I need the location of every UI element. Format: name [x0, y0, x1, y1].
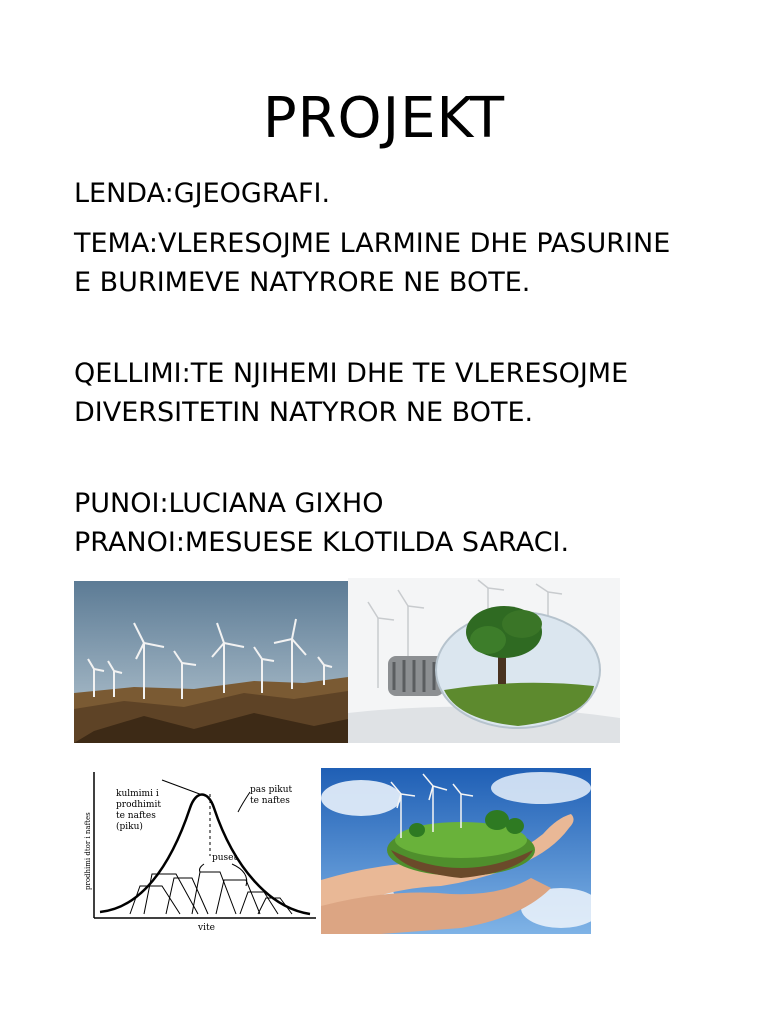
- wind-turbines-photo: [74, 581, 348, 743]
- peak-label-line-3: te naftes: [116, 811, 156, 821]
- hand-earth-photo: [321, 768, 591, 934]
- lightbulb-tree-photo: [348, 578, 620, 743]
- author-line: PUNOI:LUCIANA GIXHO: [74, 488, 384, 519]
- wells-label: puset: [212, 853, 238, 863]
- after-peak-label-line-2: te naftes: [250, 796, 290, 806]
- accepted-by-line: PRANOI:MESUESE KLOTILDA SARACI.: [74, 527, 570, 558]
- peak-label-line-4: (piku): [116, 822, 143, 832]
- oil-production-diagram: [80, 768, 320, 934]
- x-axis-label: vite: [198, 923, 215, 933]
- goal-paragraph: QELLIMI:TE NJIHEMI DHE TE VLERESOJME DIVERSITETIN NATYROR NE BOTE.: [74, 358, 629, 428]
- page-title: PROJEKT: [262, 86, 506, 151]
- subject-line: LENDA:GJEOGRAFI.: [74, 178, 331, 209]
- after-peak-label-line-1: pas pikut: [250, 785, 293, 795]
- peak-label-line-2: prodhimit: [116, 800, 161, 810]
- topic-paragraph: TEMA:VLERESOJME LARMINE DHE PASURINE E BURIMEVE NATYRORE NE BOTE.: [74, 228, 671, 298]
- y-axis-label: prodhimi dtor i naftes: [84, 812, 92, 890]
- peak-label-line-1: kulmimi i: [116, 789, 159, 799]
